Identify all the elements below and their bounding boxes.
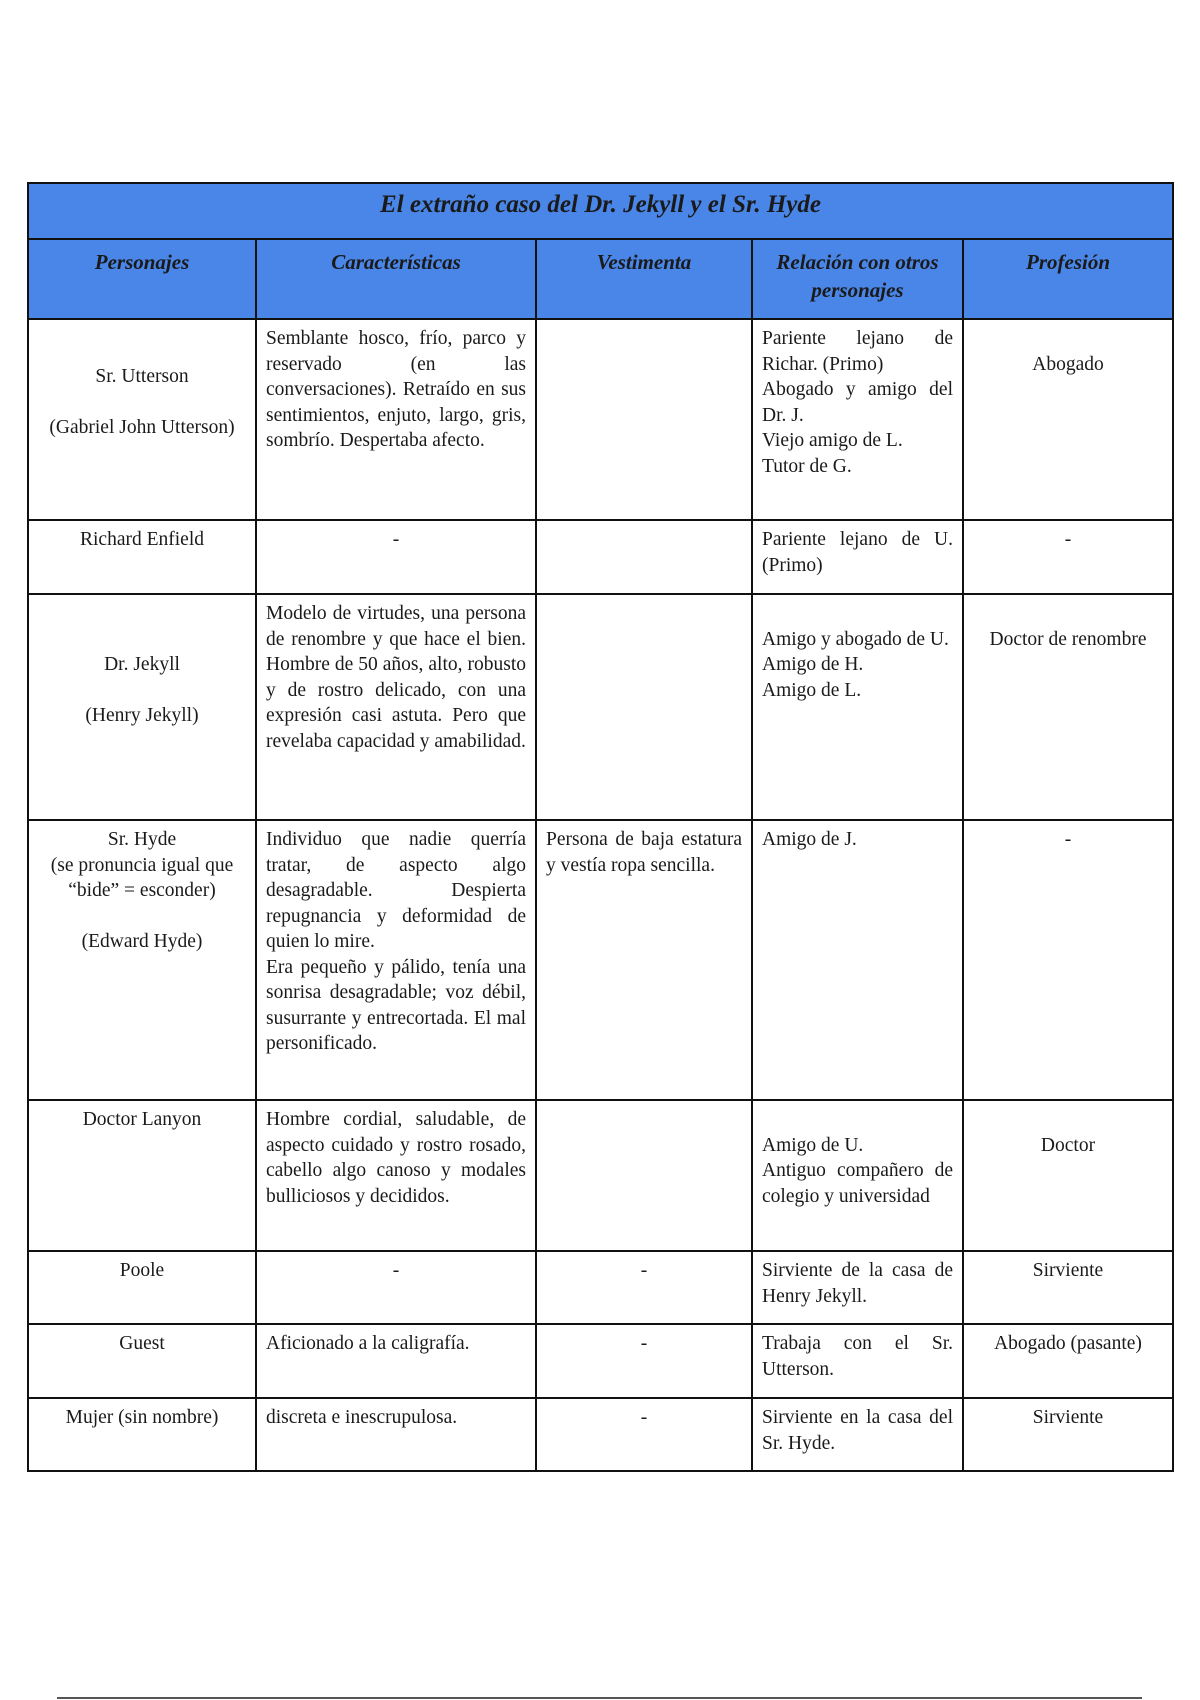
profession-cell: -: [963, 820, 1173, 1100]
clothing-cell: [536, 520, 752, 594]
character-cell: [28, 520, 256, 594]
relation-item: Amigo de L.: [762, 679, 862, 701]
profession-cell: Abogado (pasante): [963, 1324, 1173, 1398]
header-profesion: Profesión: [963, 239, 1173, 319]
profession-value: Abogado: [1032, 353, 1104, 375]
relation-item: Viejo amigo de L.: [762, 430, 903, 451]
table-row: [28, 319, 1173, 520]
clothing-cell: -: [536, 1251, 752, 1324]
table-row: [28, 1398, 1173, 1471]
profession-cell: Sirviente: [963, 1398, 1173, 1471]
relation-item: Amigo de J.: [762, 829, 857, 850]
character-cell: [28, 820, 256, 1100]
header-relacion: Relación con otros personajes: [752, 239, 963, 319]
table-row: [28, 594, 1173, 820]
table-row: [28, 1324, 1173, 1398]
character-name: Richard Enfield: [80, 529, 204, 550]
relations-cell: [752, 520, 963, 594]
relation-item: Antiguo compañero de colegio y universidad: [762, 1160, 953, 1207]
header-row: [28, 239, 1173, 319]
characteristics-cell: Semblante hosco, frío, parco y reservado (en las conversaciones). Retraído en sus sentimientos, enjuto, largo, gris, sombrío. Despertaba afecto.: [256, 319, 536, 520]
character-name: Doctor Lanyon: [82, 1109, 202, 1130]
profession-value: Doctor de renombre: [989, 628, 1147, 650]
characteristics-cell: -: [256, 1251, 536, 1324]
relation-item: Amigo de H.: [762, 654, 864, 675]
characteristics-text: Era pequeño y pálido, tenía una sonrisa desagradable; voz débil, susurrante y entrecortada. El mal personificado.: [266, 956, 526, 1054]
profession-cell: Sirviente: [963, 1251, 1173, 1324]
profession-cell: -: [963, 520, 1173, 594]
relations-cell: [752, 1100, 963, 1251]
relations-cell: [752, 820, 963, 1100]
table-row: [28, 1251, 1173, 1324]
table-row: [28, 820, 1173, 1100]
table-row: [28, 1100, 1173, 1251]
relation-item: Sirviente de la casa de Henry Jekyll.: [762, 1260, 953, 1307]
header-personajes: Personajes: [28, 239, 256, 319]
profession-cell: [963, 319, 1173, 520]
relation-item: Tutor de G.: [762, 455, 852, 477]
clothing-cell: [536, 319, 752, 520]
character-alias: (Henry Jekyll): [85, 704, 199, 726]
characteristics-cell: [256, 820, 536, 1100]
characteristics-text: Individuo que nadie querría tratar, de aspecto algo desagradable. Despierta repugnancia y deformidad de quien lo mire.: [266, 829, 526, 952]
profession-value: Doctor: [1040, 1134, 1096, 1156]
relations-cell: [752, 319, 963, 520]
character-cell: Guest: [28, 1324, 256, 1398]
character-cell: [28, 594, 256, 820]
profession-cell: [963, 1100, 1173, 1251]
relation-item: Sirviente en la casa del Sr. Hyde.: [762, 1407, 953, 1454]
footer-divider: [57, 1697, 1142, 1699]
character-cell: [28, 1100, 256, 1251]
relation-item: Pariente lejano de Richar. (Primo): [762, 328, 953, 375]
relation-item: Trabaja con el Sr. Utterson.: [762, 1333, 953, 1380]
characters-table: [27, 182, 1174, 1472]
clothing-cell: [536, 594, 752, 820]
character-alias: (Gabriel John Utterson): [49, 416, 235, 438]
characteristics-cell: discreta e inescrupulosa.: [256, 1398, 536, 1471]
title-row: [28, 183, 1173, 239]
relation-item: Amigo de U.: [762, 1134, 864, 1156]
characteristics-cell: Aficionado a la caligrafía.: [256, 1324, 536, 1398]
relations-cell: [752, 594, 963, 820]
relation-item: Amigo y abogado de U.: [762, 628, 949, 650]
character-name: Sr. Utterson: [95, 365, 189, 387]
profession-cell: [963, 594, 1173, 820]
characteristics-cell: Modelo de virtudes, una persona de renombre y que hace el bien. Hombre de 50 años, alto, robusto y de rostro delicado, con una expresión casi astuta. Pero que revelaba capacidad y amabilidad.: [256, 594, 536, 820]
clothing-cell: Persona de baja estatura y vestía ropa sencilla.: [536, 820, 752, 1100]
header-vestimenta: Vestimenta: [536, 239, 752, 319]
table-title: El extraño caso del Dr. Jekyll y el Sr. Hyde: [28, 183, 1173, 239]
character-alias: (Edward Hyde): [81, 931, 203, 952]
relation-item: Pariente lejano de U. (Primo): [762, 529, 953, 576]
character-name: Sr. Hyde: [107, 829, 177, 850]
clothing-cell: -: [536, 1324, 752, 1398]
header-caracteristicas: Características: [256, 239, 536, 319]
character-cell: Mujer (sin nombre): [28, 1398, 256, 1471]
relation-item: Abogado y amigo del Dr. J.: [762, 379, 953, 426]
relations-cell: [752, 1251, 963, 1324]
relations-cell: [752, 1324, 963, 1398]
character-cell: [28, 319, 256, 520]
characteristics-cell: Hombre cordial, saludable, de aspecto cuidado y rostro rosado, cabello algo canoso y modales bulliciosos y decididos.: [256, 1100, 536, 1251]
clothing-cell: -: [536, 1398, 752, 1471]
character-name: Dr. Jekyll: [104, 653, 180, 675]
relations-cell: [752, 1398, 963, 1471]
character-cell: Poole: [28, 1251, 256, 1324]
clothing-cell: [536, 1100, 752, 1251]
table-row: [28, 520, 1173, 594]
characteristics-cell: -: [256, 520, 536, 594]
character-name-note: (se pronuncia igual que “bide” = esconder): [50, 854, 234, 901]
